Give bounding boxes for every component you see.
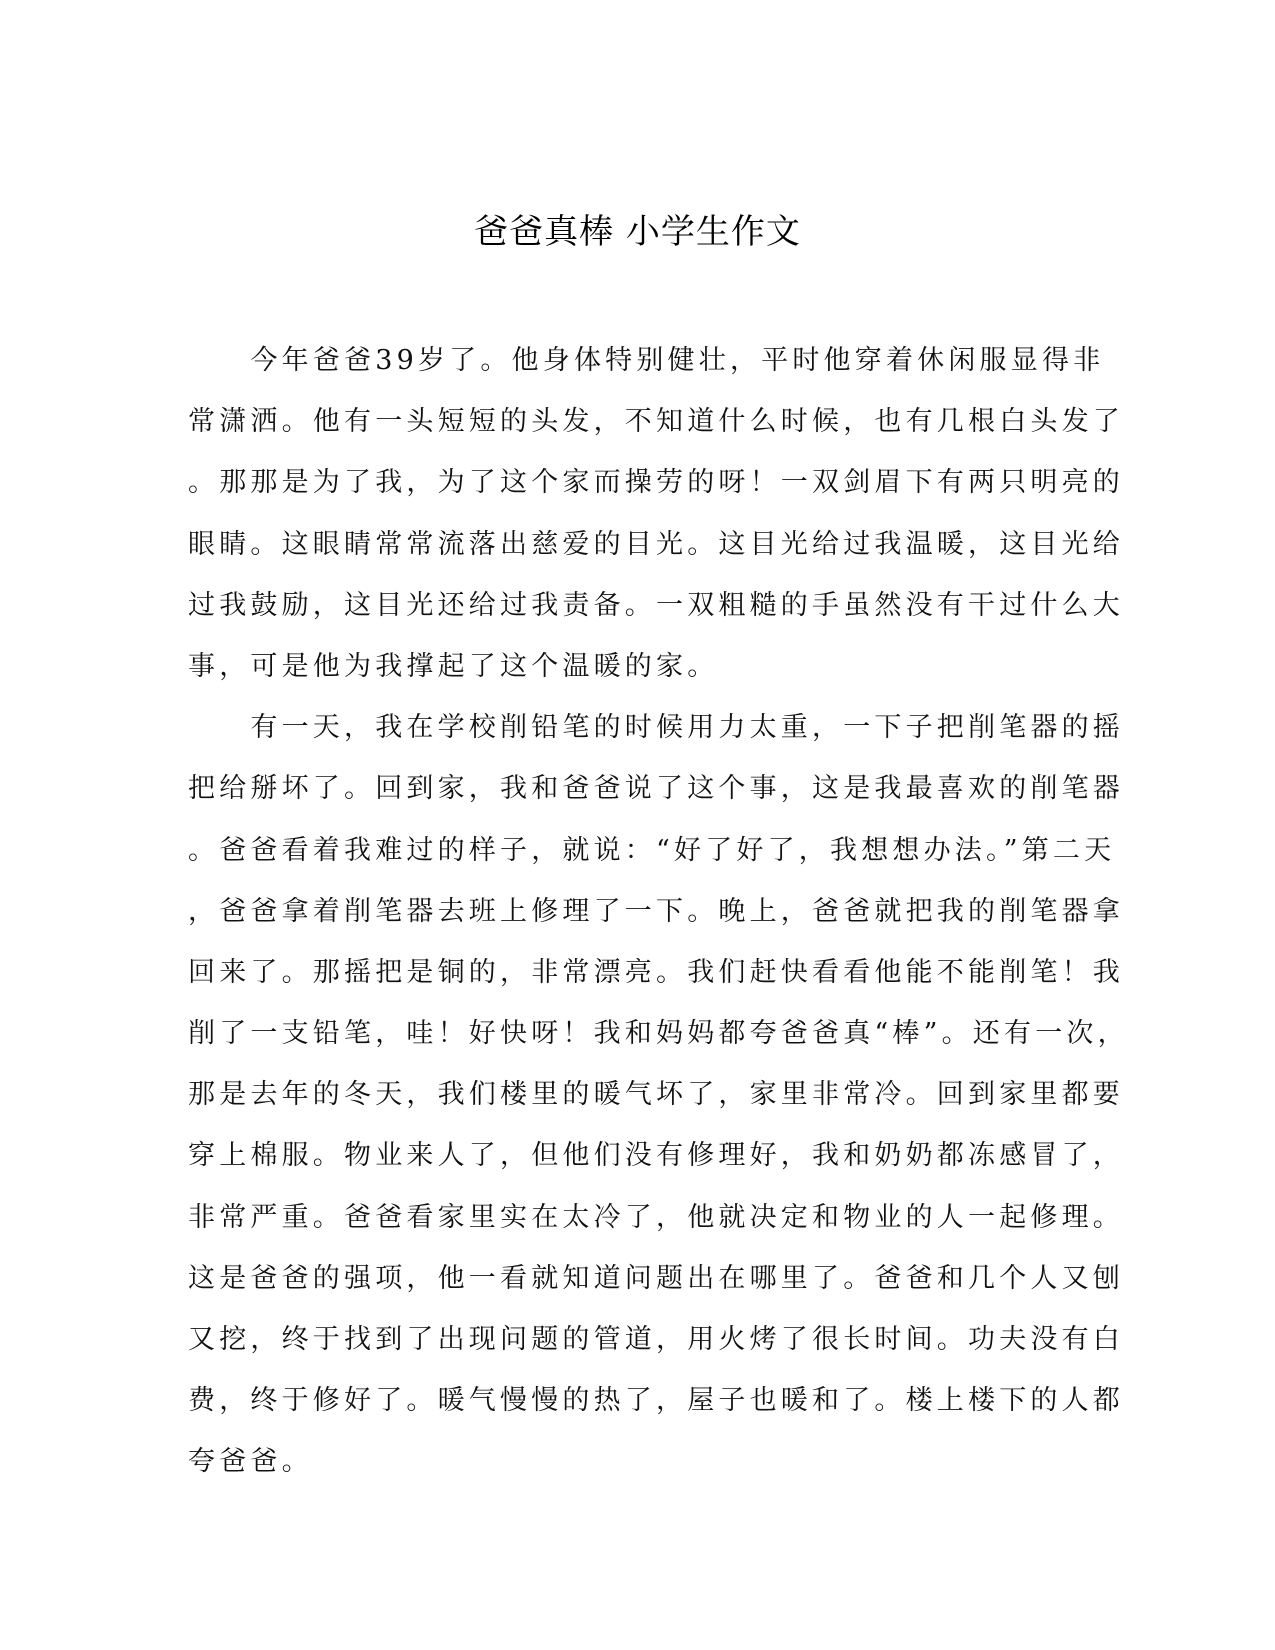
- document-title: 爸爸真棒 小学生作文: [474, 212, 801, 252]
- text-line: 削了一支铅笔，哇！好快呀！我和妈妈都夸爸爸真“棒”。还有一次，: [188, 1018, 1129, 1050]
- text-line: 穿上棉服。物业来人了，但他们没有修理好，我和奶奶都冻感冒了，: [188, 1140, 1124, 1172]
- text-line: 把给掰坏了。回到家，我和爸爸说了这个事，这是我最喜欢的削笔器: [188, 773, 1124, 805]
- text-line: 常潇洒。他有一头短短的头发，不知道什么时候，也有几根白头发了: [188, 406, 1124, 438]
- text-line: ，爸爸拿着削笔器去班上修理了一下。晚上，爸爸就把我的削笔器拿: [188, 895, 1124, 927]
- text-line: 。那那是为了我，为了这个家而操劳的呀！一双剑眉下有两只明亮的: [188, 467, 1124, 499]
- text-line: 那是去年的冬天，我们楼里的暖气坏了，家里非常冷。回到家里都要: [188, 1079, 1124, 1111]
- text-line: 眼睛。这眼睛常常流落出慈爱的目光。这目光给过我温暖，这目光给: [188, 528, 1124, 560]
- text-line: 。爸爸看着我难过的样子，就说：“好了好了，我想想办法。”第二天: [188, 834, 1116, 866]
- text-line: 夸爸爸。: [188, 1446, 313, 1478]
- text-line: 回来了。那摇把是铜的，非常漂亮。我们赶快看看他能不能削笔！我: [188, 956, 1124, 988]
- text-line: 非常严重。爸爸看家里实在太冷了，他就决定和物业的人一起修理。: [188, 1201, 1124, 1233]
- text-line: 今年爸爸39岁了。他身体特别健壮，平时他穿着休闲服显得非: [188, 345, 1105, 376]
- text-line: 事，可是他为我撑起了这个温暖的家。: [188, 650, 719, 682]
- text-line: 过我鼓励，这目光还给过我责备。一双粗糙的手虽然没有干过什么大: [188, 589, 1124, 621]
- essay-body: [188, 330, 1129, 1493]
- text-line: 又挖，终于找到了出现问题的管道，用火烤了很长时间。功夫没有白: [188, 1324, 1124, 1355]
- text-line: 费，终于修好了。暖气慢慢的热了，屋子也暖和了。楼上楼下的人都: [188, 1385, 1124, 1417]
- text-line: 这是爸爸的强项，他一看就知道问题出在哪里了。爸爸和几个人又刨: [188, 1262, 1124, 1294]
- text-line: 有一天，我在学校削铅笔的时候用力太重，一下子把削笔器的摇: [188, 712, 1124, 744]
